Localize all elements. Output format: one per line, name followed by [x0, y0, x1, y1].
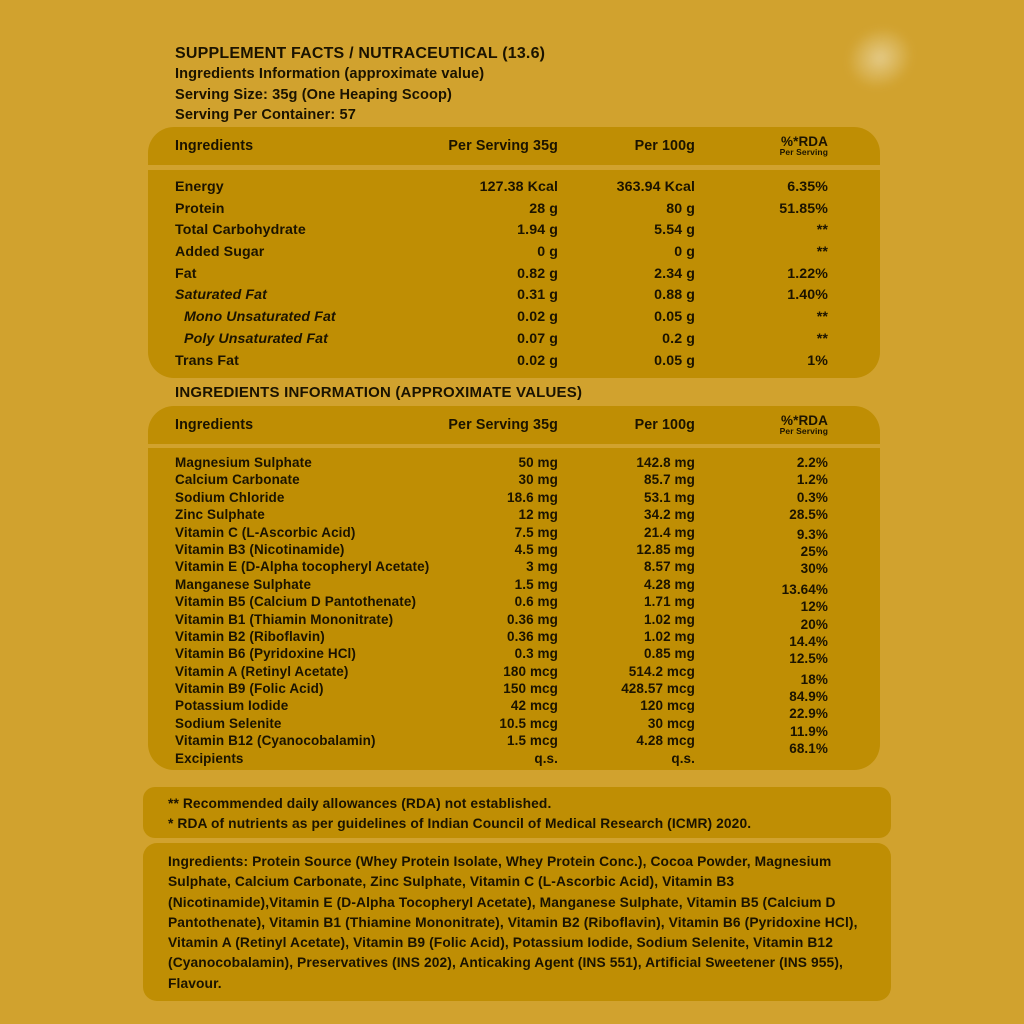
per-serving-value: 12 mg	[518, 507, 558, 523]
glare-highlight	[821, 2, 938, 115]
rda-value: 18%	[800, 671, 828, 687]
serving-size: Serving Size: 35g (One Heaping Scoop)	[175, 86, 452, 103]
nutrient-row	[148, 750, 880, 767]
nutrient-row	[148, 307, 880, 329]
nutrient-name: Vitamin B5 (Calcium D Pantothenate)	[175, 594, 417, 610]
column-rda-sublabel: Per Serving	[779, 147, 828, 157]
column-rda-label: %*RDA	[780, 413, 828, 428]
per-serving-value: 28 g	[529, 200, 558, 217]
nutrient-name: Vitamin C (L-Ascorbic Acid)	[175, 524, 356, 540]
per-serving-value: 0.36 mg	[507, 628, 558, 644]
nutrient-row	[148, 628, 880, 649]
nutrient-row	[148, 593, 880, 615]
column-per-100g: Per 100g	[634, 138, 695, 154]
per-serving-value: 127.38 Kcal	[479, 179, 558, 195]
rda-value: 6.35%	[787, 179, 828, 195]
column-per-serving: Per Serving 35g	[448, 138, 558, 154]
nutrient-row	[148, 663, 880, 687]
per-100g-value: 85.7 mg	[644, 472, 695, 488]
nutrient-name: Vitamin B2 (Riboflavin)	[175, 628, 325, 644]
nutrient-name: Calcium Carbonate	[175, 472, 300, 488]
per-100g-value: 0.05 g	[654, 309, 695, 326]
nutrient-row	[148, 697, 880, 722]
per-serving-value: 0.02 g	[517, 352, 558, 369]
per-serving-value: 30 mg	[518, 472, 558, 488]
nutrient-row	[148, 715, 880, 739]
per-serving-value: 0.31 g	[517, 287, 558, 304]
macro-table-header	[148, 127, 880, 165]
nutrient-row	[148, 220, 880, 242]
nutrient-name: Potassium Iodide	[175, 698, 289, 714]
micro-table-header	[148, 406, 880, 444]
per-100g-value: 0.85 mg	[644, 646, 695, 662]
nutrient-name: Poly Unsaturated Fat	[184, 330, 328, 347]
nutrient-name: Vitamin E (D-Alpha tocopheryl Acetate)	[175, 559, 430, 575]
per-100g-value: 0.05 g	[654, 352, 695, 369]
nutrient-name: Manganese Sulphate	[175, 576, 312, 592]
per-serving-value: 0.3 mg	[514, 646, 558, 662]
per-100g-value: 1.71 mg	[644, 594, 695, 610]
nutrient-name: Energy	[175, 179, 224, 195]
footnote-line-1: ** Recommended daily allowances (RDA) not established.	[168, 796, 552, 811]
rda-value: 84.9%	[789, 689, 828, 705]
label-title: SUPPLEMENT FACTS / NUTRACEUTICAL (13.6)	[175, 45, 546, 62]
per-serving-value: 180 mcg	[503, 663, 558, 679]
section-heading: INGREDIENTS INFORMATION (APPROXIMATE VALUES)	[175, 384, 583, 401]
nutrient-name: Fat	[175, 265, 197, 282]
nutrient-row	[148, 285, 880, 307]
nutrient-row	[148, 680, 880, 705]
per-100g-value: 4.28 mg	[644, 576, 695, 592]
nutrient-name: Zinc Sulphate	[175, 507, 265, 523]
rda-value: 51.85%	[779, 200, 828, 217]
per-serving-value: 0.6 mg	[514, 594, 558, 610]
column-rda	[780, 135, 828, 157]
per-serving-value: 3 mg	[526, 559, 558, 575]
per-serving-value: 0.07 g	[517, 330, 558, 347]
per-100g-value: 12.85 mg	[636, 541, 695, 557]
nutrient-row	[148, 558, 880, 575]
nutrient-name: Mono Unsaturated Fat	[184, 309, 336, 326]
nutrient-row	[148, 242, 880, 264]
per-100g-value: 53.1 mg	[644, 489, 695, 505]
nutrient-row	[148, 732, 880, 757]
rda-value: 28.5%	[789, 507, 828, 523]
per-100g-value: 2.34 g	[654, 265, 695, 282]
rda-value: 1.40%	[787, 287, 828, 304]
rda-value: **	[816, 309, 828, 326]
column-ingredients: Ingredients	[175, 138, 254, 154]
column-per-100g: Per 100g	[634, 417, 695, 433]
nutrient-name: Saturated Fat	[175, 287, 267, 304]
per-serving-value: 10.5 mcg	[499, 715, 558, 731]
rda-value: **	[816, 222, 828, 239]
rda-footnotes	[143, 787, 891, 838]
per-serving-value: 7.5 mg	[514, 524, 558, 540]
per-serving-value: 4.5 mg	[514, 541, 558, 557]
nutrient-name: Vitamin B9 (Folic Acid)	[175, 681, 324, 697]
nutrient-name: Trans Fat	[175, 352, 239, 369]
nutrient-name: Vitamin A (Retinyl Acetate)	[175, 663, 349, 679]
rda-value: 13.64%	[781, 581, 828, 597]
nutrient-name: Excipients	[175, 750, 244, 766]
nutrient-name: Protein	[175, 200, 225, 217]
rda-value: 20%	[800, 616, 828, 632]
rda-value: **	[816, 244, 828, 261]
per-100g-value: 0.2 g	[662, 330, 695, 347]
per-serving-value: 0.82 g	[517, 265, 558, 282]
per-100g-value: 428.57 mcg	[621, 681, 695, 697]
label-header	[175, 44, 545, 126]
macro-table-body	[148, 170, 880, 378]
rda-value: 25%	[800, 543, 828, 559]
per-100g-value: 120 mcg	[640, 698, 695, 714]
rda-value: 14.4%	[789, 633, 828, 649]
rda-value: **	[816, 330, 828, 347]
column-ingredients: Ingredients	[175, 417, 254, 433]
nutrient-row	[148, 506, 880, 523]
per-100g-value: 34.2 mg	[644, 507, 695, 523]
per-100g-value: 1.02 mg	[644, 611, 695, 627]
nutrient-row	[148, 454, 880, 471]
footnote-line-2: * RDA of nutrients as per guidelines of Indian Council of Medical Research (ICMR) 2020.	[168, 815, 752, 831]
rda-value: 11.9%	[789, 723, 828, 739]
nutrient-name: Added Sugar	[175, 244, 265, 261]
ingredients-statement: Ingredients: Protein Source (Whey Protein Isolate, Whey Protein Conc.), Cocoa Powder, Magnesium Sulphate, Calcium Carbonate, Zinc Sulphate, Vitamin C (L-Ascorbic Acid), Vitamin B3 (Nicotinamide),Vitamin E (D-Alpha Tocopheryl Acetate), Manganese Sulphate, Vitamin B5 (Calcium D Pantothenate), Vitamin B1 (Thiamine Mononitrate), Vitamin B2 (Riboflavin), Vitamin B6 (Pyridoxine HCl), Vitamin A (Retinyl Acetate), Vitamin B9 (Folic Acid), Potassium Iodide, Sodium Selenite, Vitamin B12 (Cyanocobalamin), Preservatives (INS 202), Anticaking Agent (INS 551), Artificial Sweetener (INS 955), Flavour.	[143, 843, 891, 1001]
nutrient-name: Sodium Chloride	[175, 489, 285, 505]
column-rda-label: %*RDA	[780, 134, 828, 149]
rda-value: 9.3%	[796, 526, 828, 542]
per-serving-value: 0.36 mg	[507, 611, 558, 627]
rda-value: 0.3%	[796, 489, 828, 505]
per-100g-value: 5.54 g	[654, 222, 695, 239]
nutrient-name: Vitamin B1 (Thiamin Mononitrate)	[175, 611, 394, 627]
rda-value: 30%	[800, 561, 828, 577]
rda-value: 22.9%	[789, 706, 828, 722]
nutrient-row	[148, 541, 880, 558]
rda-value: 1.2%	[796, 472, 828, 488]
nutrient-row	[148, 524, 880, 541]
servings-per-container: Serving Per Container: 57	[175, 107, 356, 124]
per-100g-value: 4.28 mcg	[636, 733, 695, 749]
per-serving-value: 1.5 mcg	[507, 733, 558, 749]
nutrient-name: Vitamin B6 (Pyridoxine HCl)	[175, 646, 356, 662]
per-serving-value: 0.02 g	[517, 309, 558, 326]
column-rda	[780, 414, 828, 436]
per-100g-value: 1.02 mg	[644, 628, 695, 644]
per-100g-value: 514.2 mcg	[628, 663, 695, 679]
per-100g-value: 8.57 mg	[644, 559, 695, 575]
per-serving-value: 50 mg	[518, 455, 558, 470]
per-serving-value: 1.94 g	[517, 222, 558, 239]
label-subtitle: Ingredients Information (approximate value)	[175, 66, 485, 83]
rda-value: 2.2%	[796, 455, 828, 470]
per-100g-value: 30 mcg	[647, 715, 695, 731]
nutrient-row	[148, 264, 880, 286]
per-100g-value: 142.8 mg	[636, 455, 695, 470]
nutrient-name: Vitamin B12 (Cyanocobalamin)	[175, 733, 376, 749]
rda-value: 68.1%	[789, 741, 828, 757]
per-100g-value: q.s.	[671, 750, 695, 766]
rda-value: 1%	[807, 352, 828, 369]
per-serving-value: 42 mcg	[510, 698, 558, 714]
micro-table-body	[148, 448, 880, 770]
per-serving-value: 150 mcg	[503, 681, 558, 697]
per-100g-value: 80 g	[666, 200, 695, 217]
rda-value: 12%	[800, 599, 828, 615]
per-serving-value: q.s.	[534, 750, 558, 766]
nutrient-row	[148, 576, 880, 597]
nutrient-row	[148, 611, 880, 632]
nutrient-name: Total Carbohydrate	[175, 222, 306, 239]
nutrient-row	[148, 471, 880, 488]
per-serving-value: 1.5 mg	[514, 576, 558, 592]
nutrient-name: Vitamin B3 (Nicotinamide)	[175, 541, 345, 557]
nutrient-row	[148, 489, 880, 506]
nutrient-name: Magnesium Sulphate	[175, 455, 312, 470]
per-serving-value: 0 g	[537, 244, 558, 261]
column-per-serving: Per Serving 35g	[448, 417, 558, 433]
per-100g-value: 0 g	[674, 244, 695, 261]
per-100g-value: 363.94 Kcal	[616, 179, 695, 195]
column-rda-sublabel: Per Serving	[779, 426, 828, 436]
rda-value: 12.5%	[789, 651, 828, 667]
per-serving-value: 18.6 mg	[507, 489, 558, 505]
nutrient-name: Sodium Selenite	[175, 715, 282, 731]
per-100g-value: 0.88 g	[654, 287, 695, 304]
nutrient-row	[148, 351, 880, 373]
per-100g-value: 21.4 mg	[644, 524, 695, 540]
nutrient-row	[148, 645, 880, 667]
nutrient-row	[148, 199, 880, 221]
rda-value: 1.22%	[787, 265, 828, 282]
nutrient-row	[148, 329, 880, 351]
nutrient-row	[148, 177, 880, 199]
